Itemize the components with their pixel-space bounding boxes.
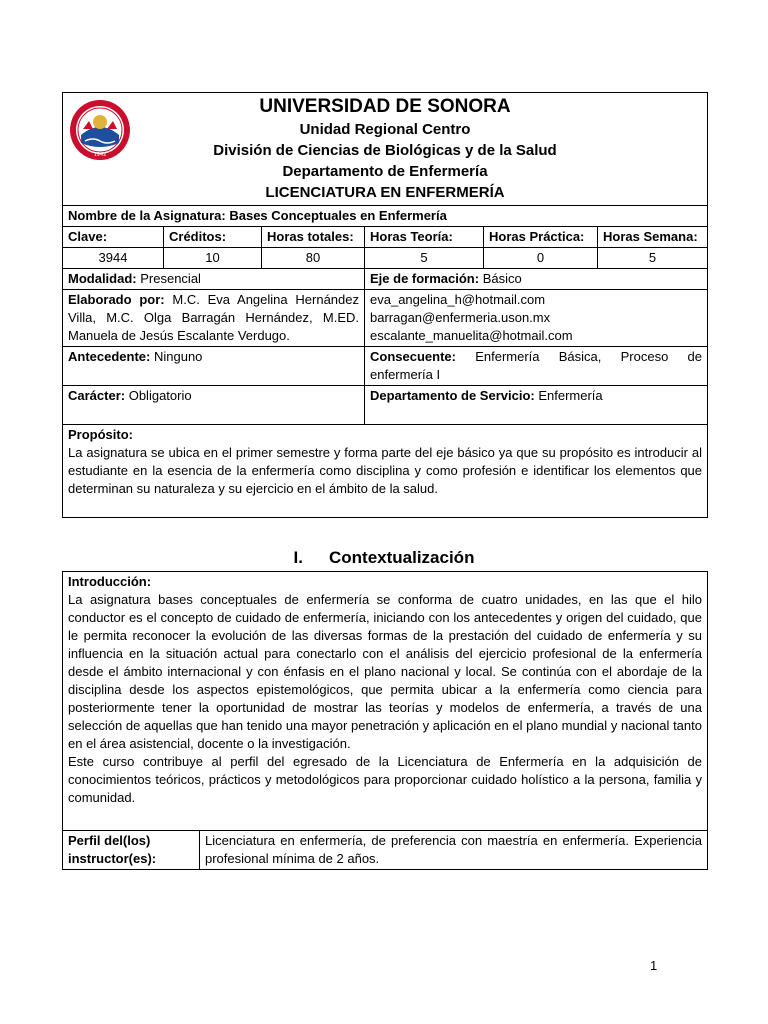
- email-3: escalante_manuelita@hotmail.com: [370, 328, 573, 343]
- svg-text:1942: 1942: [93, 152, 107, 158]
- unit-name: Unidad Regional Centro: [299, 121, 471, 138]
- depto-servicio-cell: [365, 386, 708, 425]
- proposito-label: Propósito:: [68, 427, 133, 442]
- email-1: eva_angelina_h@hotmail.com: [370, 292, 546, 307]
- university-name: UNIVERSIDAD DE SONORA: [259, 96, 511, 117]
- perfil-label: Perfil del(los) instructor(es):: [63, 831, 200, 870]
- caracter-cell: [63, 386, 365, 425]
- eje-cell: [365, 269, 708, 290]
- intro-cell: [63, 572, 708, 831]
- department-name: Departamento de Enfermería: [282, 163, 488, 180]
- depto-servicio-value: Enfermería: [538, 388, 603, 403]
- horas-totales-value: 80: [262, 248, 365, 269]
- intro-table: [62, 571, 708, 870]
- elaborado-label: Elaborado por:: [68, 292, 165, 307]
- division-name: División de Ciencias de Biológicas y de la Salud: [213, 142, 557, 159]
- program-name: LICENCIATURA EN ENFERMERÍA: [265, 184, 505, 201]
- intro-label: Introducción:: [68, 574, 152, 589]
- horas-teoria-label: Horas Teoría:: [365, 227, 484, 248]
- elaborado-cell: [63, 290, 365, 347]
- creditos-label: Créditos:: [164, 227, 262, 248]
- modalidad-label: Modalidad:: [68, 271, 137, 286]
- intro-paragraph-2: Este curso contribuye al perfil del egresado de la Licenciatura de Enfermería en la adquisición de conocimientos teóricos, prácticos y metodológicos para proporcionar cuidado holístico a la persona, familia y comunidad.: [68, 754, 702, 805]
- proposito-cell: [63, 425, 708, 518]
- creditos-value: 10: [164, 248, 262, 269]
- horas-practica-label: Horas Práctica:: [484, 227, 598, 248]
- modalidad-value: Presencial: [140, 271, 201, 286]
- header-titles: [63, 93, 707, 203]
- course-name-row: [63, 206, 708, 227]
- header-cell: [63, 93, 708, 206]
- consecuente-label: Consecuente:: [370, 349, 456, 364]
- perfil-value: Licenciatura en enfermería, de preferencia con maestría en enfermería. Experiencia profesional mínima de 2 años.: [200, 831, 708, 870]
- horas-semana-label: Horas Semana:: [598, 227, 708, 248]
- email-2: barragan@enfermeria.uson.mx: [370, 310, 551, 325]
- university-seal-logo: [69, 99, 131, 161]
- modalidad-cell: [63, 269, 365, 290]
- section-title: Contextualización: [328, 548, 475, 567]
- course-name-value: Bases Conceptuales en Enfermería: [229, 208, 447, 223]
- clave-value: 3944: [63, 248, 164, 269]
- intro-paragraph-1: La asignatura bases conceptuales de enfermería se conforma de cuatro unidades, en las que el hilo conductor es el concepto de cuidado de enfermería, iniciando con los antecedentes y origen del cuidado, que le permita reconocer la evolución de las diversas formas de la prestación del cuidado de enfermería y su influencia en la situación actual para conectarlo con el análisis del ejercicio profesional de la enfermería desde el ámbito internacional y con énfasis en el plano nacional y local. Se continúa con el abordaje de la disciplina desde los aspectos epistemológicos, que permita ubicar a la enfermería como ciencia para posteriormente tener la oportunidad de mostrar las teorías y modelos de enfermería, a través de una selección de aquellas que han tenido una mayor penetración y aplicación en el plano mundial y nacional tanto en el área asistencial, docente o la investigación.: [68, 592, 702, 751]
- elaborado-value: M.C. Eva Angelina Hernández Villa, M.C. Olga Barragán Hernández, M.ED. Manuela de Jesús Escalante Verdugo.: [68, 292, 359, 343]
- horas-totales-label: Horas totales:: [262, 227, 365, 248]
- course-info-table: [62, 92, 708, 518]
- caracter-value: Obligatorio: [128, 388, 192, 403]
- emails-cell: [365, 290, 708, 347]
- antecedente-label: Antecedente:: [68, 349, 151, 364]
- caracter-label: Carácter:: [68, 388, 126, 403]
- section-number: I.: [293, 548, 303, 567]
- horas-semana-value: 5: [598, 248, 708, 269]
- consecuente-cell: [365, 347, 708, 386]
- page-number: 1: [650, 958, 658, 973]
- course-name-label: Nombre de la Asignatura:: [68, 208, 226, 223]
- horas-teoria-value: 5: [365, 248, 484, 269]
- eje-value: Básico: [482, 271, 522, 286]
- clave-label: Clave:: [63, 227, 164, 248]
- eje-label: Eje de formación:: [370, 271, 480, 286]
- horas-practica-value: 0: [484, 248, 598, 269]
- proposito-text: La asignatura se ubica en el primer semestre y forma parte del eje básico ya que su propósito es introducir al estudiante en la esencia de la enfermería como disciplina y como profesión e identificar los elementos que determinan su naturaleza y su ejercicio en el ámbito de la salud.: [68, 445, 703, 496]
- consecuente-value: Enfermería Básica, Proceso de enfermería I: [370, 349, 703, 382]
- section-heading: [0, 547, 768, 569]
- antecedente-value: Ninguno: [153, 349, 203, 364]
- antecedente-cell: [63, 347, 365, 386]
- depto-servicio-label: Departamento de Servicio:: [370, 388, 535, 403]
